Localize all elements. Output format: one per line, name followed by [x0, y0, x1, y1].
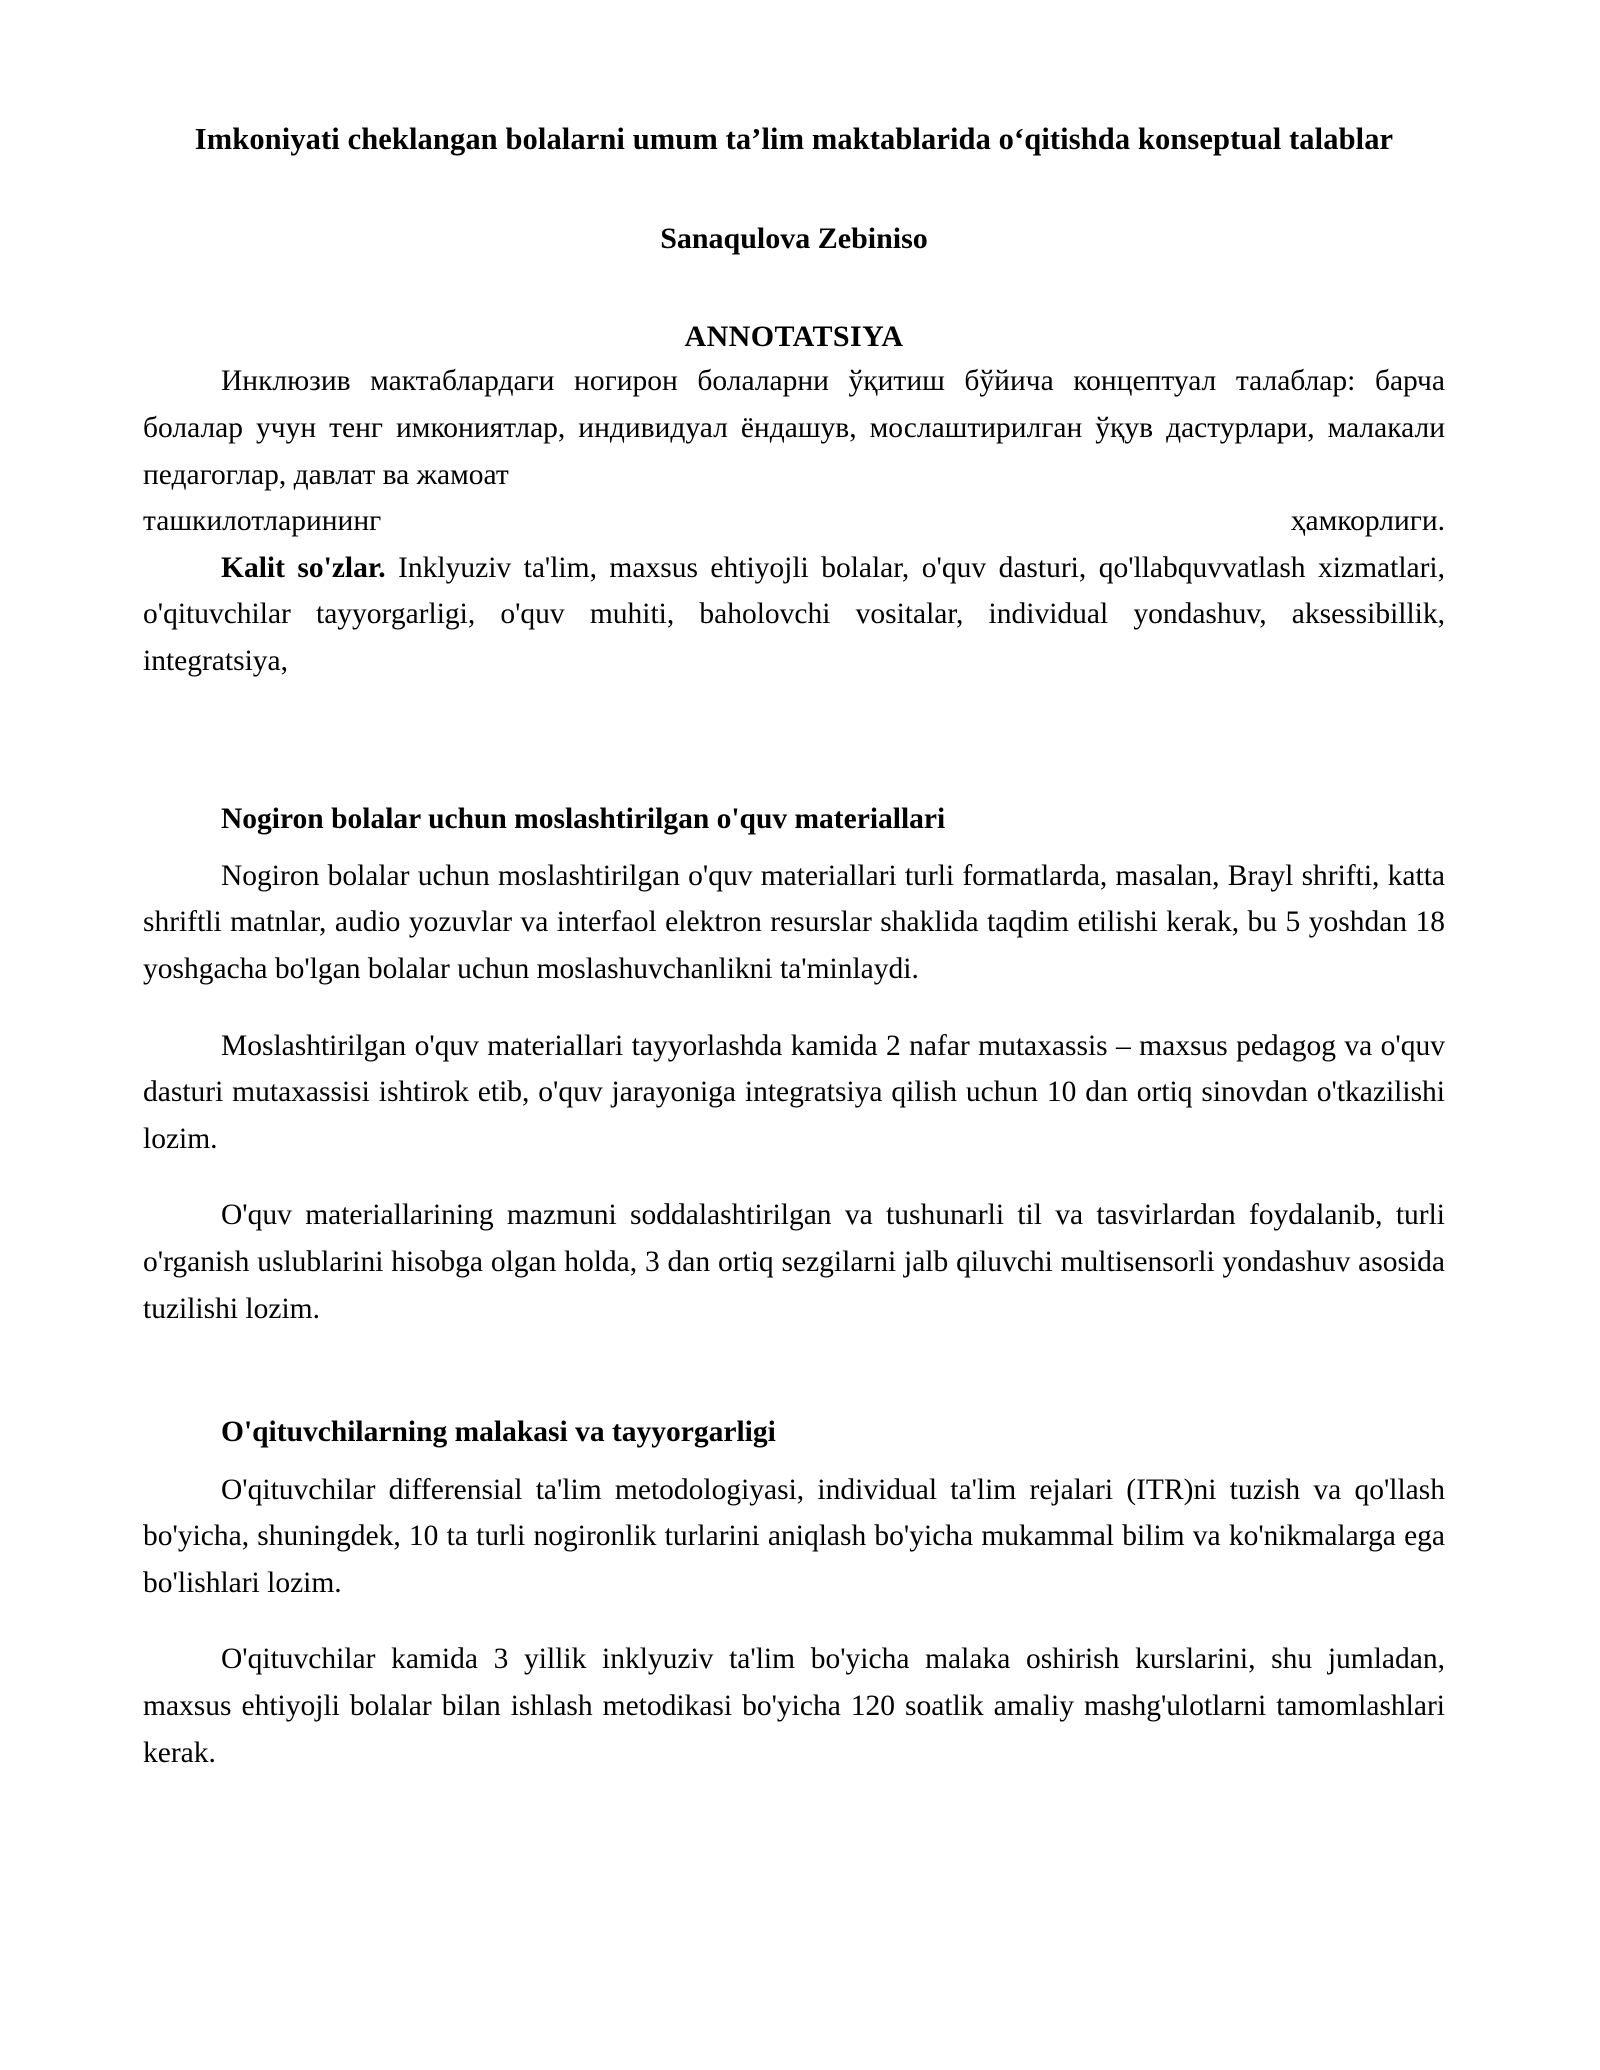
section-spacer	[143, 1332, 1445, 1410]
paragraph-spacer	[143, 1606, 1445, 1636]
section-1-paragraph-3: O'quv materiallarining mazmuni soddalashtirilgan va tushunarli til va tasvirlardan foydalanib, turli o'rganish uslublarini hisobga olgan holda, 3 dan ortiq sezgilarni jalb qiluvchi multisensorli yondashuv asosida tuzilishi lozim.	[143, 1199, 1445, 1325]
section-heading-1: Nogiron bolalar uchun moslashtirilgan o'quv materiallari	[221, 802, 946, 835]
section-1-paragraph-2: Moslashtirilgan o'quv materiallari tayyorlashda kamida 2 nafar mutaxassis – maxsus pedagog va o'quv dasturi mutaxassisi ishtirok etib, o'quv jarayoniga integratsiya qilish uchun 10 dan ortiq sinovdan o'tkazilishi lozim.	[143, 1029, 1445, 1155]
section-2-paragraph-2: O'qituvchilar kamida 3 yillik inklyuziv ta'lim bo'yicha malaka oshirish kurslarini, shu jumladan, maxsus ehtiyojli bolalar bilan ishlash metodikasi bo'yicha 120 soatlik amaliy mashg'ulotlarni tamomlashlari kerak.	[143, 1643, 1445, 1769]
keywords-paragraph	[143, 545, 1445, 685]
abstract-last-line-left: ташкилотларининг	[143, 505, 382, 538]
abstract-last-line	[143, 498, 1445, 545]
abstract-heading: ANNOTATSIYA	[684, 320, 904, 354]
section-spacer	[143, 685, 1445, 797]
section-heading-2: O'qituvchilarning malakasi va tayyorgarligi	[221, 1416, 776, 1449]
section-2-paragraph-1: O'qituvchilar differensial ta'lim metodologiyasi, individual ta'lim rejalari (ITR)ni tuzish va qo'llash bo'yicha, shuningdek, 10 ta turli nogironlik turlarini aniqlash bo'yicha mukammal bilim va ko'nikmalarga ega bo'lishlari lozim.	[143, 1473, 1445, 1599]
abstract-paragraph: Инклюзив мактаблардаги ногирон болаларни ўқитиш бўйича концептуал талаблар: барча болалар учун тенг имкониятлар, индивидуал ёндашув, мослаштирилган ўқув дастурлари, малакали педагоглар, давлат ва жамоат	[143, 365, 1445, 491]
paragraph-spacer	[143, 1162, 1445, 1192]
page-title: Imkoniyati cheklangan bolalarni umum ta’lim maktablarida o‘qitishda konseptual talablar	[194, 122, 1394, 156]
keywords-list: Inklyuziv ta'lim, maxsus ehtiyojli bolalar, o'quv dasturi, qo'llabquvvatlash xizmatlari, o'qituvchilar tayyorgarligi, o'quv muhiti, baholovchi vositalar, individual yondashuv, aksessibillik, integratsiya,	[143, 551, 1445, 677]
section-1-paragraph-1: Nogiron bolalar uchun moslashtirilgan o'quv materiallari turli formatlarda, masalan, Brayl shrifti, katta shriftli matnlar, audio yozuvlar va interfaol elektron resurslar shaklida taqdim etilishi kerak, bu 5 yoshdan 18 yoshgacha bo'lgan bolalar uchun moslashuvchanlikni ta'minlaydi.	[143, 859, 1445, 986]
author-name: Sanaqulova Zebiniso	[660, 222, 928, 256]
keywords-label: Kalit so'zlar.	[221, 551, 386, 584]
abstract-last-line-right: ҳамкорлиги.	[1290, 505, 1445, 538]
heading-spacer	[143, 841, 1445, 853]
paragraph-spacer	[143, 993, 1445, 1023]
heading-spacer	[143, 1455, 1445, 1467]
